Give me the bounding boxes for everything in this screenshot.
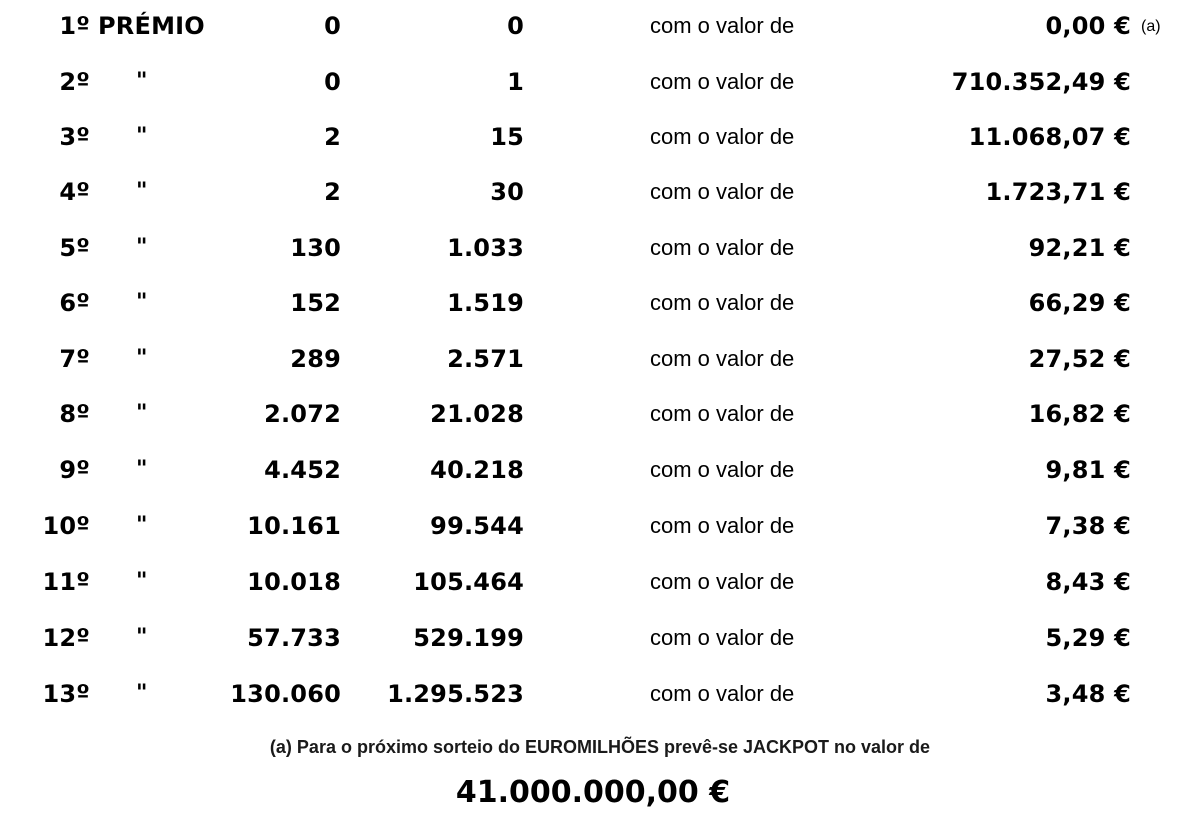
prize-value: 16,82 € bbox=[1028, 400, 1131, 428]
winners-europe: 21.028 bbox=[430, 400, 524, 428]
ditto-mark: " bbox=[136, 69, 148, 94]
prize-row-8 bbox=[0, 399, 1200, 429]
winners-portugal: 2 bbox=[324, 123, 341, 151]
winners-portugal: 10.161 bbox=[247, 512, 341, 540]
ditto-mark: " bbox=[136, 513, 148, 538]
prize-rank: 5º bbox=[59, 234, 90, 262]
winners-portugal: 0 bbox=[324, 12, 341, 40]
prize-row-3 bbox=[0, 122, 1200, 152]
winners-europe: 105.464 bbox=[413, 568, 524, 596]
prize-value: 3,48 € bbox=[1045, 680, 1131, 708]
prize-row-11 bbox=[0, 567, 1200, 597]
prize-rank: 4º bbox=[59, 178, 90, 206]
prize-rank: 9º bbox=[59, 456, 90, 484]
winners-europe: 1 bbox=[507, 68, 524, 96]
prize-value: 710.352,49 € bbox=[951, 68, 1131, 96]
prize-value: 1.723,71 € bbox=[985, 178, 1131, 206]
value-caption: com o valor de bbox=[650, 681, 795, 706]
prize-rank: 13º bbox=[42, 680, 90, 708]
value-caption: com o valor de bbox=[650, 346, 795, 371]
jackpot-amount: 41.000.000,00 € bbox=[455, 775, 731, 810]
value-caption: com o valor de bbox=[650, 13, 795, 38]
winners-europe: 1.295.523 bbox=[387, 680, 524, 708]
prize-rank: 3º bbox=[59, 123, 90, 151]
value-caption: com o valor de bbox=[650, 235, 795, 260]
prize-row-12 bbox=[0, 623, 1200, 653]
prize-rank: 12º bbox=[42, 624, 90, 652]
ditto-mark: " bbox=[136, 290, 148, 315]
winners-portugal: 2.072 bbox=[264, 400, 341, 428]
ditto-mark: " bbox=[136, 625, 148, 650]
prize-value: 27,52 € bbox=[1028, 345, 1131, 373]
value-caption: com o valor de bbox=[650, 625, 795, 650]
prize-value: 0,00 € bbox=[1045, 12, 1131, 40]
prize-row-1 bbox=[0, 11, 1200, 41]
winners-portugal: 57.733 bbox=[247, 624, 341, 652]
prize-rank: 10º bbox=[42, 512, 90, 540]
value-caption: com o valor de bbox=[650, 69, 795, 94]
jackpot-footnote: (a) Para o próximo sorteio do EUROMILHÕES prevê-se JACKPOT no valor de bbox=[269, 737, 931, 757]
winners-portugal: 152 bbox=[290, 289, 341, 317]
winners-portugal: 130 bbox=[290, 234, 341, 262]
value-caption: com o valor de bbox=[650, 569, 795, 594]
winners-europe: 1.033 bbox=[447, 234, 524, 262]
prize-row-6 bbox=[0, 288, 1200, 318]
prize-value: 8,43 € bbox=[1045, 568, 1131, 596]
winners-europe: 30 bbox=[490, 178, 524, 206]
winners-portugal: 0 bbox=[324, 68, 341, 96]
winners-portugal: 4.452 bbox=[264, 456, 341, 484]
value-caption: com o valor de bbox=[650, 290, 795, 315]
winners-portugal: 130.060 bbox=[230, 680, 341, 708]
winners-portugal: 10.018 bbox=[247, 568, 341, 596]
prize-value: 9,81 € bbox=[1045, 456, 1131, 484]
prize-row-2 bbox=[0, 67, 1200, 97]
value-caption: com o valor de bbox=[650, 124, 795, 149]
ditto-mark: " bbox=[136, 346, 148, 371]
ditto-mark: " bbox=[136, 569, 148, 594]
prize-label: PRÉMIO bbox=[98, 12, 205, 40]
value-caption: com o valor de bbox=[650, 457, 795, 482]
prize-row-5 bbox=[0, 233, 1200, 263]
ditto-mark: " bbox=[136, 124, 148, 149]
footnote-marker: (a) bbox=[1141, 18, 1161, 35]
ditto-mark: " bbox=[136, 681, 148, 706]
winners-europe: 40.218 bbox=[430, 456, 524, 484]
prize-row-13 bbox=[0, 679, 1200, 709]
prize-rank: 6º bbox=[59, 289, 90, 317]
winners-europe: 1.519 bbox=[447, 289, 524, 317]
value-caption: com o valor de bbox=[650, 401, 795, 426]
ditto-mark: " bbox=[136, 179, 148, 204]
value-caption: com o valor de bbox=[650, 513, 795, 538]
prize-value: 7,38 € bbox=[1045, 512, 1131, 540]
prize-row-9 bbox=[0, 455, 1200, 485]
prize-value: 66,29 € bbox=[1028, 289, 1131, 317]
winners-europe: 2.571 bbox=[447, 345, 524, 373]
ditto-mark: " bbox=[136, 457, 148, 482]
winners-europe: 529.199 bbox=[413, 624, 524, 652]
prize-rank: 11º bbox=[42, 568, 90, 596]
ditto-mark: " bbox=[136, 401, 148, 426]
prize-value: 11.068,07 € bbox=[968, 123, 1131, 151]
winners-europe: 15 bbox=[490, 123, 524, 151]
prize-value: 5,29 € bbox=[1045, 624, 1131, 652]
winners-portugal: 2 bbox=[324, 178, 341, 206]
winners-europe: 99.544 bbox=[430, 512, 524, 540]
prize-rank: 7º bbox=[59, 345, 90, 373]
prize-row-10 bbox=[0, 511, 1200, 541]
prize-rank: 8º bbox=[59, 400, 90, 428]
prize-rank: 1º bbox=[59, 12, 90, 40]
winners-portugal: 289 bbox=[290, 345, 341, 373]
ditto-mark: " bbox=[136, 235, 148, 260]
prize-value: 92,21 € bbox=[1028, 234, 1131, 262]
value-caption: com o valor de bbox=[650, 179, 795, 204]
winners-europe: 0 bbox=[507, 12, 524, 40]
prize-row-7 bbox=[0, 344, 1200, 374]
prize-row-4 bbox=[0, 177, 1200, 207]
prize-rank: 2º bbox=[59, 68, 90, 96]
